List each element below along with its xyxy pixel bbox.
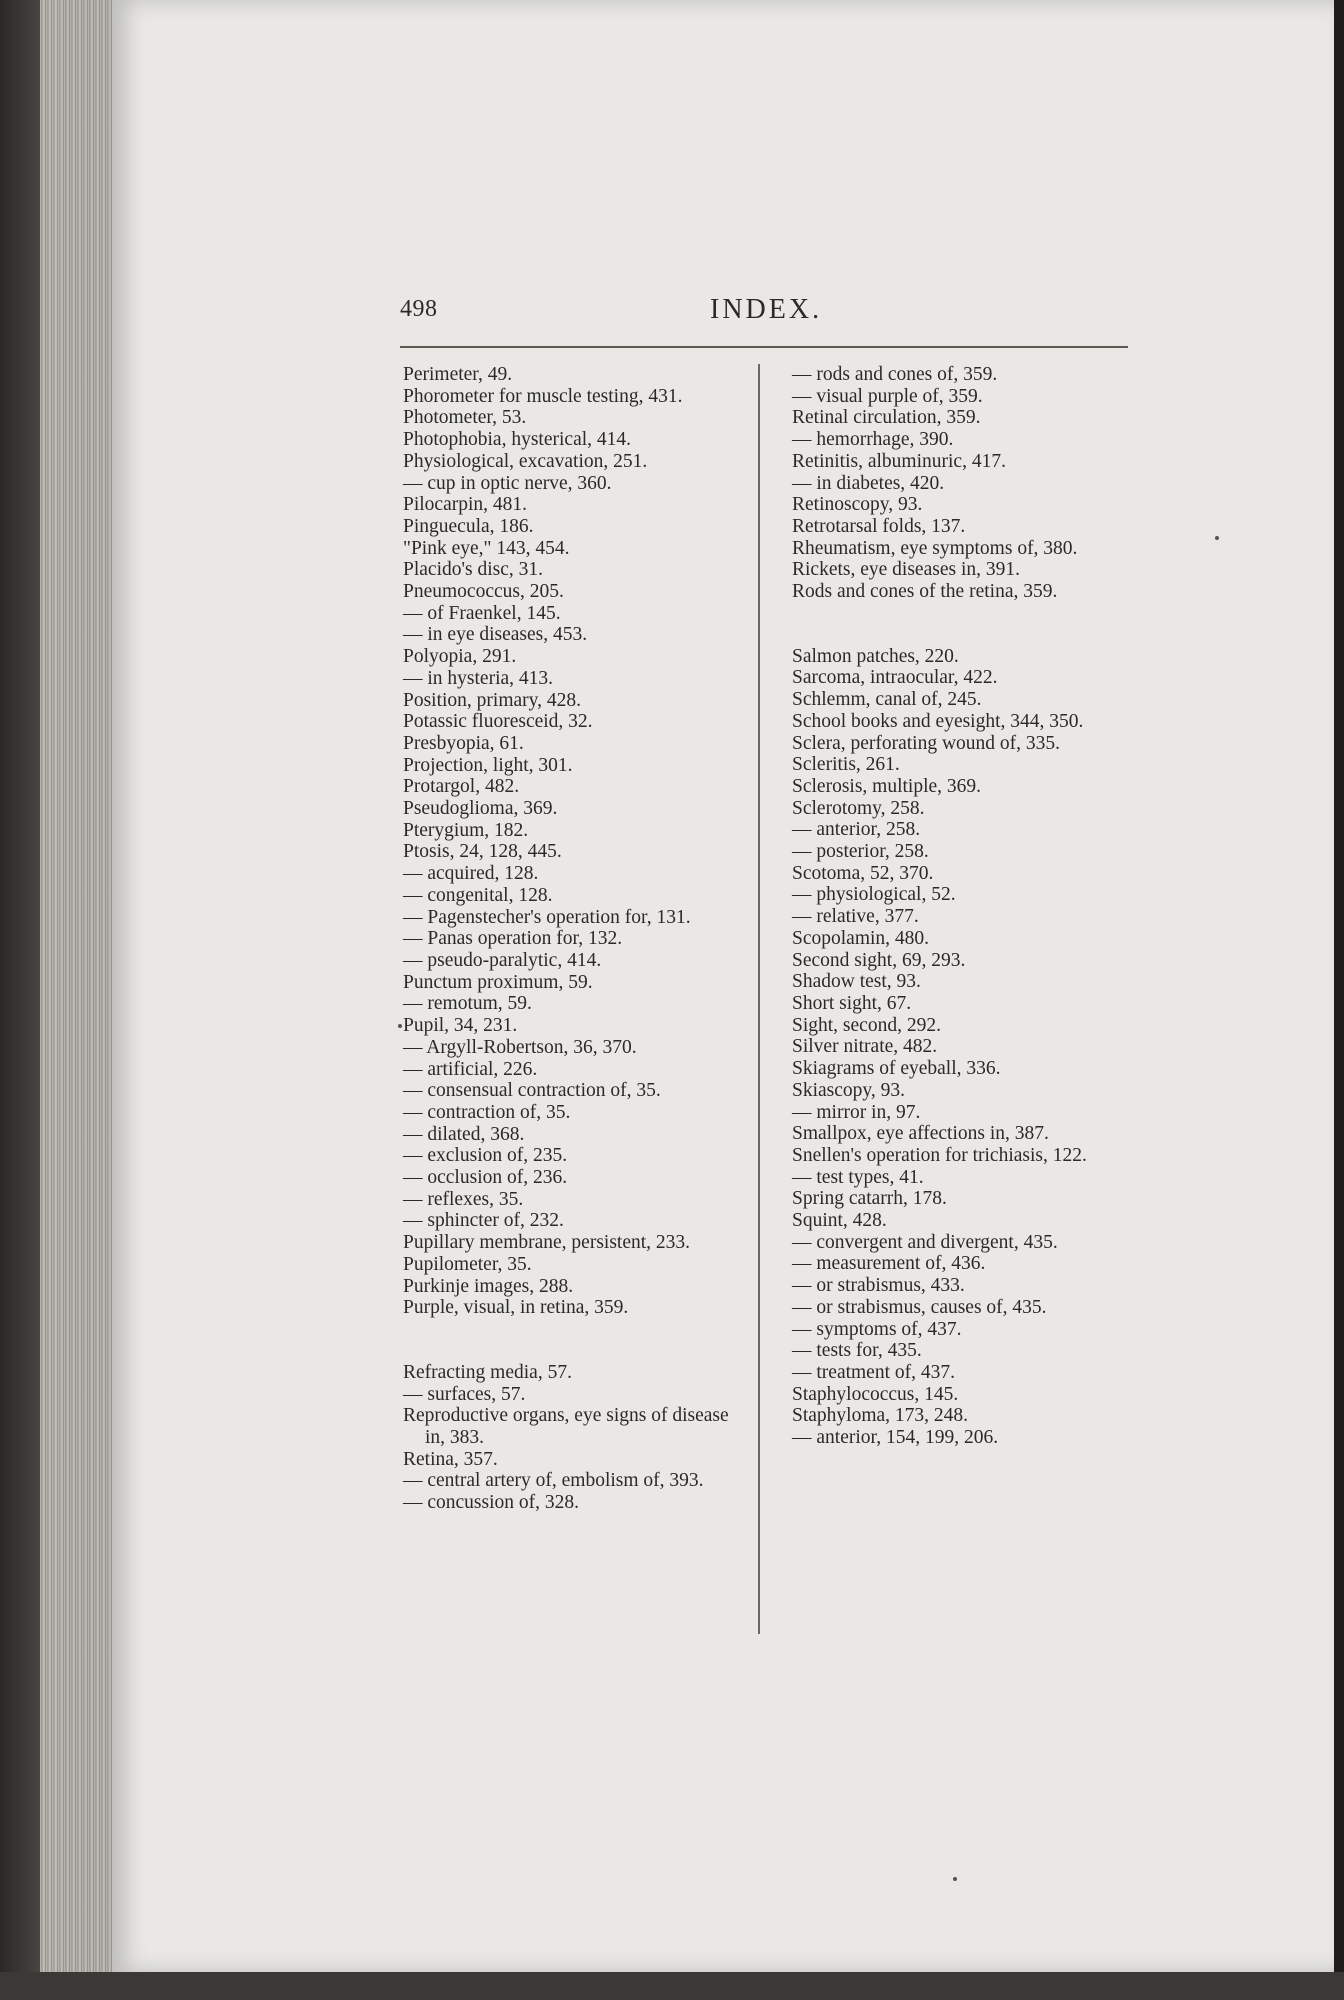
- index-entry: Presbyopia, 61.: [403, 732, 524, 754]
- index-entry: — pseudo-paralytic, 414.: [403, 949, 602, 971]
- index-entry: Ptosis, 24, 128, 445.: [403, 841, 562, 863]
- index-entry: Rods and cones of the retina, 359.: [792, 581, 1058, 603]
- index-entry: Placido's disc, 31.: [403, 559, 544, 581]
- index-entry: — visual purple of, 359.: [792, 385, 983, 407]
- index-entry: — posterior, 258.: [792, 841, 929, 863]
- index-entry: Physiological, excavation, 251.: [403, 450, 648, 472]
- index-entry: — hemorrhage, 390.: [792, 429, 954, 451]
- index-entry: — anterior, 258.: [792, 819, 921, 841]
- index-entry: Phorometer for muscle testing, 431.: [403, 385, 683, 407]
- index-entry: Second sight, 69, 293.: [792, 949, 966, 971]
- column-divider: [758, 364, 760, 1634]
- index-entry: — convergent and divergent, 435.: [792, 1231, 1058, 1253]
- index-entry: Short sight, 67.: [792, 992, 912, 1014]
- index-entry: Protargol, 482.: [403, 776, 520, 798]
- index-entry: — or strabismus, causes of, 435.: [792, 1296, 1047, 1318]
- index-entry: Sclerotomy, 258.: [792, 797, 925, 819]
- index-entry: Position, primary, 428.: [403, 689, 582, 711]
- index-entry: Pseudoglioma, 369.: [403, 798, 558, 820]
- index-entry: "Pink eye," 143, 454.: [403, 537, 570, 559]
- index-entry: Smallpox, eye affections in, 387.: [792, 1123, 1049, 1145]
- index-entry: — remotum, 59.: [403, 993, 532, 1015]
- index-entry: — rods and cones of, 359.: [792, 364, 998, 385]
- index-entry: — sphincter of, 232.: [403, 1210, 564, 1232]
- index-entry: Rickets, eye diseases in, 391.: [792, 559, 1020, 581]
- index-entry: — tests for, 435.: [792, 1340, 922, 1362]
- index-entry: Photophobia, hysterical, 414.: [403, 429, 632, 451]
- index-entry: Squint, 428.: [792, 1210, 887, 1232]
- index-entry: — physiological, 52.: [792, 884, 956, 906]
- index-entry: Perimeter, 49.: [403, 364, 513, 385]
- index-entry: School books and eyesight, 344, 350.: [792, 710, 1084, 732]
- index-entry: — concussion of, 328.: [403, 1492, 580, 1514]
- index-entry: Scleritis, 261.: [792, 754, 900, 776]
- index-entry: — artificial, 226.: [403, 1058, 538, 1080]
- index-entry: Pinguecula, 186.: [403, 515, 534, 537]
- index-entry: — in eye diseases, 453.: [403, 624, 588, 646]
- index-entry: — in hysteria, 413.: [403, 667, 554, 689]
- index-entry: Retrotarsal folds, 137.: [792, 515, 966, 537]
- index-entry: Polyopia, 291.: [403, 646, 517, 668]
- page-right-border: [1334, 0, 1344, 2000]
- index-entry: Schlemm, canal of, 245.: [792, 689, 982, 711]
- index-entry: — anterior, 154, 199, 206.: [792, 1427, 999, 1449]
- page-header: [400, 296, 1130, 336]
- index-entry: Punctum proximum, 59.: [403, 971, 593, 993]
- index-entry: — reflexes, 35.: [403, 1188, 524, 1210]
- index-entry: Retina, 357.: [403, 1448, 498, 1470]
- index-entry: Pneumococcus, 205.: [403, 581, 564, 603]
- index-entry: — surfaces, 57.: [403, 1383, 526, 1405]
- index-entry: Salmon patches, 220.: [792, 645, 959, 667]
- paper-speck: [1215, 536, 1219, 540]
- index-entry: — consensual contraction of, 35.: [403, 1080, 661, 1102]
- paper-speck: [398, 1024, 402, 1028]
- index-section-gap: [403, 1319, 743, 1362]
- header-rule: [400, 346, 1128, 348]
- index-entry: Retinoscopy, 93.: [792, 494, 923, 516]
- index-entry: — measurement of, 436.: [792, 1253, 986, 1275]
- index-entry: — contraction of, 35.: [403, 1101, 571, 1123]
- index-entry: — occlusion of, 236.: [403, 1167, 568, 1189]
- index-entry: — central artery of, embolism of, 393.: [403, 1470, 704, 1492]
- index-entry: Projection, light, 301.: [403, 754, 573, 776]
- index-column-left: [403, 364, 743, 1514]
- index-entry: Sarcoma, intraocular, 422.: [792, 667, 998, 689]
- index-entry: Shadow test, 93.: [792, 971, 921, 993]
- index-entry: Skiagrams of eyeball, 336.: [792, 1058, 1001, 1080]
- index-entry: — mirror in, 97.: [792, 1101, 921, 1123]
- index-entry: Snellen's operation for trichiasis, 122.: [792, 1144, 1087, 1166]
- page-number: 498: [400, 296, 438, 322]
- index-entry: Pterygium, 182.: [403, 819, 529, 841]
- index-entry: Rheumatism, eye symptoms of, 380.: [792, 537, 1078, 559]
- index-entry: — Pagenstecher's operation for, 131.: [403, 906, 691, 928]
- index-entry: — relative, 377.: [792, 906, 919, 928]
- index-entry: Reproductive organs, eye signs of disease in, 383.: [403, 1405, 729, 1449]
- index-section-gap: [792, 603, 1132, 646]
- index-entry: — dilated, 368.: [403, 1123, 525, 1145]
- index-entry: Scopolamin, 480.: [792, 927, 930, 949]
- index-entry: Staphylococcus, 145.: [792, 1383, 959, 1405]
- index-entry: — exclusion of, 235.: [403, 1145, 568, 1167]
- index-entry: Pilocarpin, 481.: [403, 494, 528, 516]
- index-entry: Silver nitrate, 482.: [792, 1036, 938, 1058]
- index-entry: Pupil, 34, 231.: [403, 1015, 518, 1037]
- index-entry: Retinitis, albuminuric, 417.: [792, 450, 1006, 472]
- index-entry: Spring catarrh, 178.: [792, 1188, 947, 1210]
- index-entry: — cup in optic nerve, 360.: [403, 472, 612, 494]
- index-entry: — Argyll-Robertson, 36, 370.: [403, 1036, 637, 1058]
- index-entry: Retinal circulation, 359.: [792, 407, 981, 429]
- index-entry: Pupillary membrane, persistent, 233.: [403, 1232, 691, 1254]
- index-entry: — of Fraenkel, 145.: [403, 602, 561, 624]
- index-entry: — congenital, 128.: [403, 884, 553, 906]
- index-entry: Purkinje images, 288.: [403, 1275, 574, 1297]
- index-entry: Sight, second, 292.: [792, 1014, 941, 1036]
- index-entry: — or strabismus, 433.: [792, 1275, 965, 1297]
- index-entry: — Panas operation for, 132.: [403, 928, 623, 950]
- index-entry: Pupilometer, 35.: [403, 1253, 532, 1275]
- index-entry: Staphyloma, 173, 248.: [792, 1405, 969, 1427]
- index-entry: Refracting media, 57.: [403, 1361, 572, 1383]
- index-entry: Skiascopy, 93.: [792, 1079, 906, 1101]
- index-entry: — symptoms of, 437.: [792, 1318, 962, 1340]
- index-entry: Scotoma, 52, 370.: [792, 862, 934, 884]
- index-entry: — in diabetes, 420.: [792, 472, 945, 494]
- index-entry: — acquired, 128.: [403, 863, 539, 885]
- index-entry: Potassic fluoresceid, 32.: [403, 711, 593, 733]
- index-entry: — test types, 41.: [792, 1166, 924, 1188]
- index-entry: — treatment of, 437.: [792, 1361, 955, 1383]
- index-entry: Sclerosis, multiple, 369.: [792, 775, 982, 797]
- page-bottom-shadow: [0, 1972, 1344, 2000]
- page-title: INDEX.: [710, 294, 823, 325]
- index-entry: Sclera, perforating wound of, 335.: [792, 732, 1061, 754]
- index-entry: Photometer, 53.: [403, 407, 527, 429]
- paper-speck: [953, 1877, 957, 1881]
- index-entry: Purple, visual, in retina, 359.: [403, 1297, 629, 1319]
- index-column-right: [792, 364, 1132, 1449]
